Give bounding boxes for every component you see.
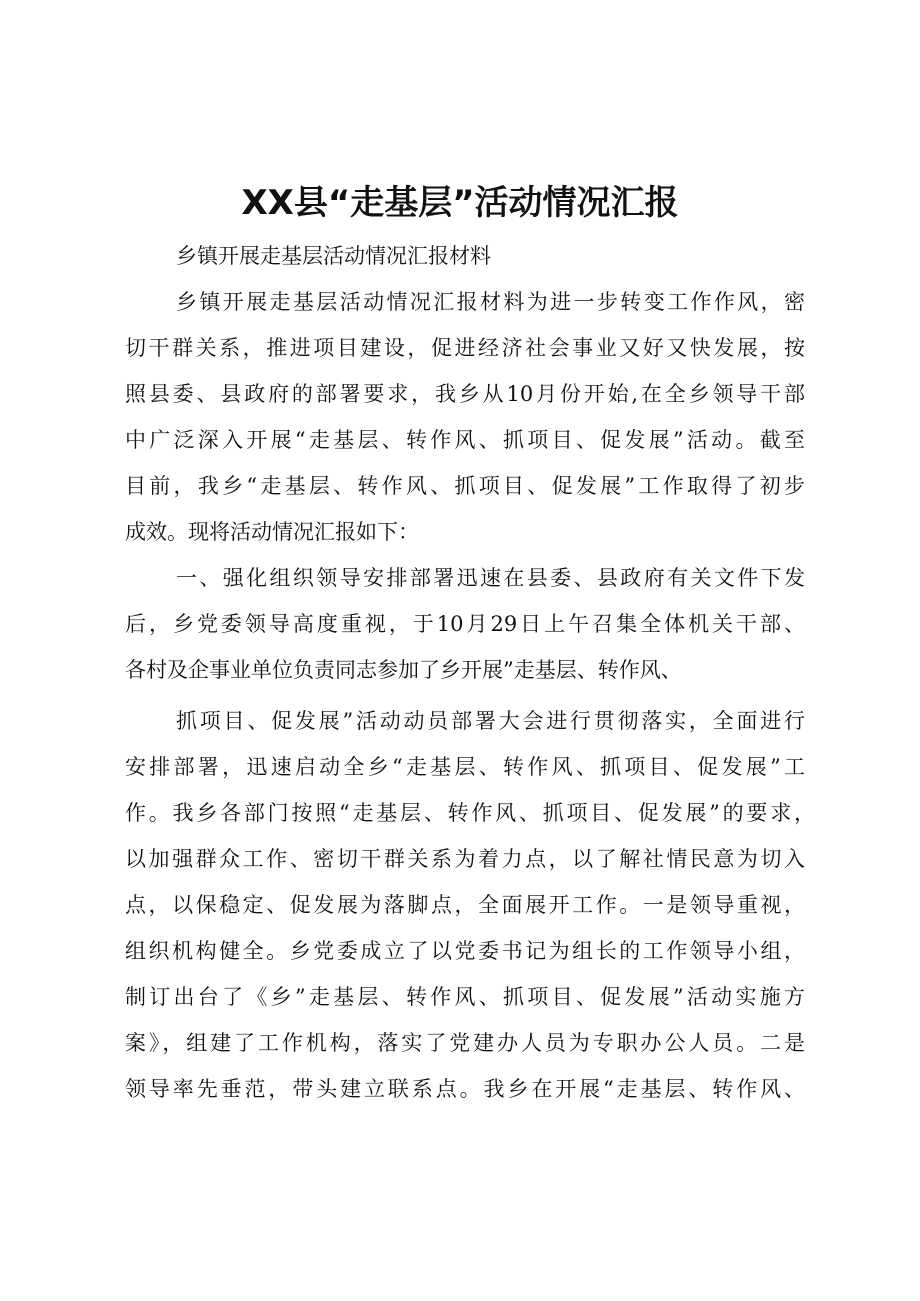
body-line-10: 抓项目、促发展”活动动员部署大会进行贯彻落实，全面进行	[176, 709, 805, 733]
body-line-9: 各村及企事业单位负责同志参加了乡开展”走基层、转作风、	[125, 658, 682, 682]
body-line-12: 作。我乡各部门按照“走基层、转作风、抓项目、促发展”的要求，	[125, 801, 815, 825]
body-line-13: 以加强群众工作、密切干群关系为着力点，以了解社情民意为切入	[125, 847, 805, 871]
body-line-5: 目前，我乡“走基层、转作风、抓项目、促发展”工作取得了初步	[125, 474, 805, 498]
body-line-1: 乡镇开展走基层活动情况汇报材料为进一步转变工作作风，密	[176, 290, 805, 314]
body-line-3: 照县委、县政府的部署要求，我乡从10月份开始,在全乡领导干部	[125, 382, 805, 406]
body-line-17: 案》，组建了工作机构，落实了党建办人员为专职办公人员。二是	[125, 1031, 805, 1055]
body-line-11: 安排部署，迅速启动全乡“走基层、转作风、抓项目、促发展”工	[125, 755, 805, 779]
body-line-14: 点，以保稳定、促发展为落脚点，全面展开工作。一是领导重视，	[125, 893, 805, 917]
document-title: XX县“走基层”活动情况汇报	[241, 183, 679, 223]
body-line-4: 中广泛深入开展“走基层、转作风、抓项目、促发展”活动。截至	[125, 428, 805, 452]
body-line-18: 领导率先垂范，带头建立联系点。我乡在开展“走基层、转作风、	[125, 1077, 805, 1101]
body-line-7: 一、强化组织领导安排部署迅速在县委、县政府有关文件下发	[176, 566, 805, 590]
document-subtitle: 乡镇开展走基层活动情况汇报材料	[176, 244, 491, 268]
body-line-2: 切干群关系，推进项目建设，促进经济社会事业又好又快发展，按	[125, 336, 805, 360]
body-line-15: 组织机构健全。乡党委成立了以党委书记为组长的工作领导小组，	[125, 939, 805, 963]
body-line-16: 制订出台了《乡”走基层、转作风、抓项目、促发展”活动实施方	[125, 985, 805, 1009]
body-line-8: 后，乡党委领导高度重视，于10月29日上午召集全体机关干部、	[125, 612, 805, 636]
body-line-6: 成效。现将活动情况汇报如下：	[125, 520, 419, 544]
